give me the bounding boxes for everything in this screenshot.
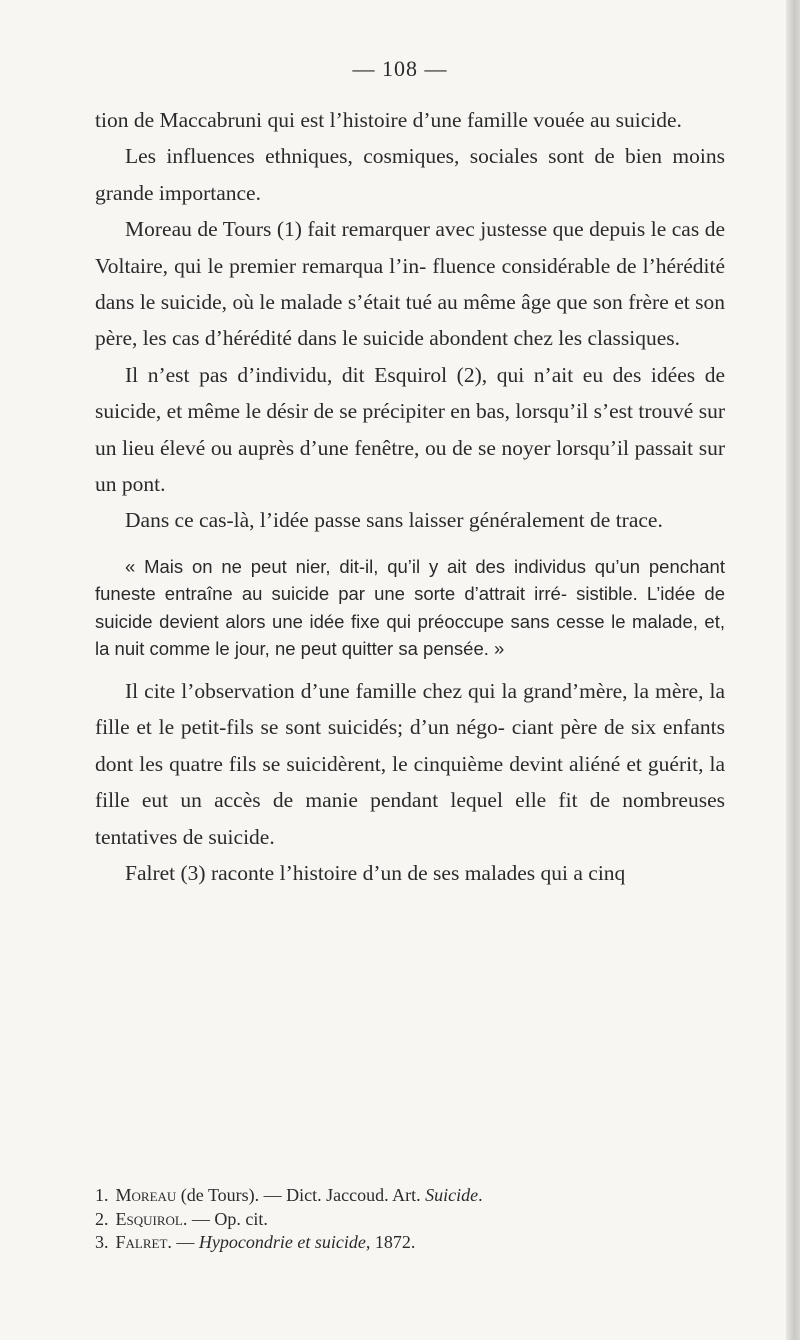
footnote [95, 1208, 725, 1232]
quotation-text: « Mais on ne peut nier, dit-il, qu’il y ait des individus qu’un penchant funeste entraîne au suicide par une sorte d’attrait irré- sistible. L’idée de suicide devient alors une idée fixe qui préoccupe sans cesse le malade, et, la nuit comme le jour, ne peut quitter sa pensée. » [95, 555, 725, 660]
footnote-number: 2. [95, 1208, 109, 1229]
footnotes [95, 1184, 725, 1255]
footnote-text: . — [167, 1232, 199, 1252]
paragraph: Dans ce cas-là, l’idée passe sans laisser généralement de trace. [125, 508, 663, 533]
paragraph: Il cite l’observation d’une famille chez qui la grand’mère, la mère, la fille et le petit-fils se sont suicidés; d’un négo- ciant père de six enfants dont les quatre fils se suicidèrent, le cinquième devint aliéné et guérit, la fille eut un accès de manie pendant lequel elle fit de nombreuses tentatives de suicide. [95, 678, 725, 849]
footnote-author: Esquirol [115, 1208, 183, 1229]
footnote-title: Hypocondrie et suicide [198, 1232, 366, 1252]
footnote-end: . [478, 1185, 483, 1205]
footnote-text: . — Op. cit. [182, 1208, 268, 1229]
footnote-author: Falret [115, 1232, 168, 1252]
paragraph: Les influences ethniques, cosmiques, sociales sont de bien moins grande importance. [95, 144, 725, 205]
quotation-block [95, 553, 725, 663]
footnote-number: 3. [95, 1232, 109, 1252]
paragraph: Moreau de Tours (1) fait remarquer avec justesse que depuis le cas de Voltaire, qui le premier remarqua l’in- fluence considérable de l’hérédité dans le suicide, où le malade s’était tué au même âge que son frère et son père, les cas d’hérédité dans le suicide abondent chez les classiques. [95, 217, 725, 351]
paragraph: tion de Maccabruni qui est l’histoire d’une famille vouée au suicide. [95, 108, 682, 132]
main-text [95, 102, 725, 891]
footnote-title: Suicide [425, 1185, 479, 1205]
paragraph: Falret (3) raconte l’histoire d’un de ses malades qui a cinq [125, 860, 626, 885]
page-number: — 108 — [352, 56, 448, 81]
footnote-end: , 1872. [365, 1232, 416, 1252]
footnote-number: 1. [95, 1185, 109, 1205]
page-edge-shadow [786, 0, 800, 1340]
footnote [95, 1231, 725, 1255]
footnote [95, 1184, 725, 1208]
footnote-text: (de Tours). — Dict. Jaccoud. Art. [176, 1185, 426, 1205]
paragraph: Il n’est pas d’individu, dit Esquirol (2), qui n’ait eu des idées de suicide, et même le désir de se précipiter en bas, lorsqu’il s’est trouvé sur un lieu élevé ou auprès d’une fenêtre, ou de se noyer lorsqu’il passait sur un pont. [95, 362, 725, 497]
footnote-author: Moreau [115, 1185, 177, 1205]
